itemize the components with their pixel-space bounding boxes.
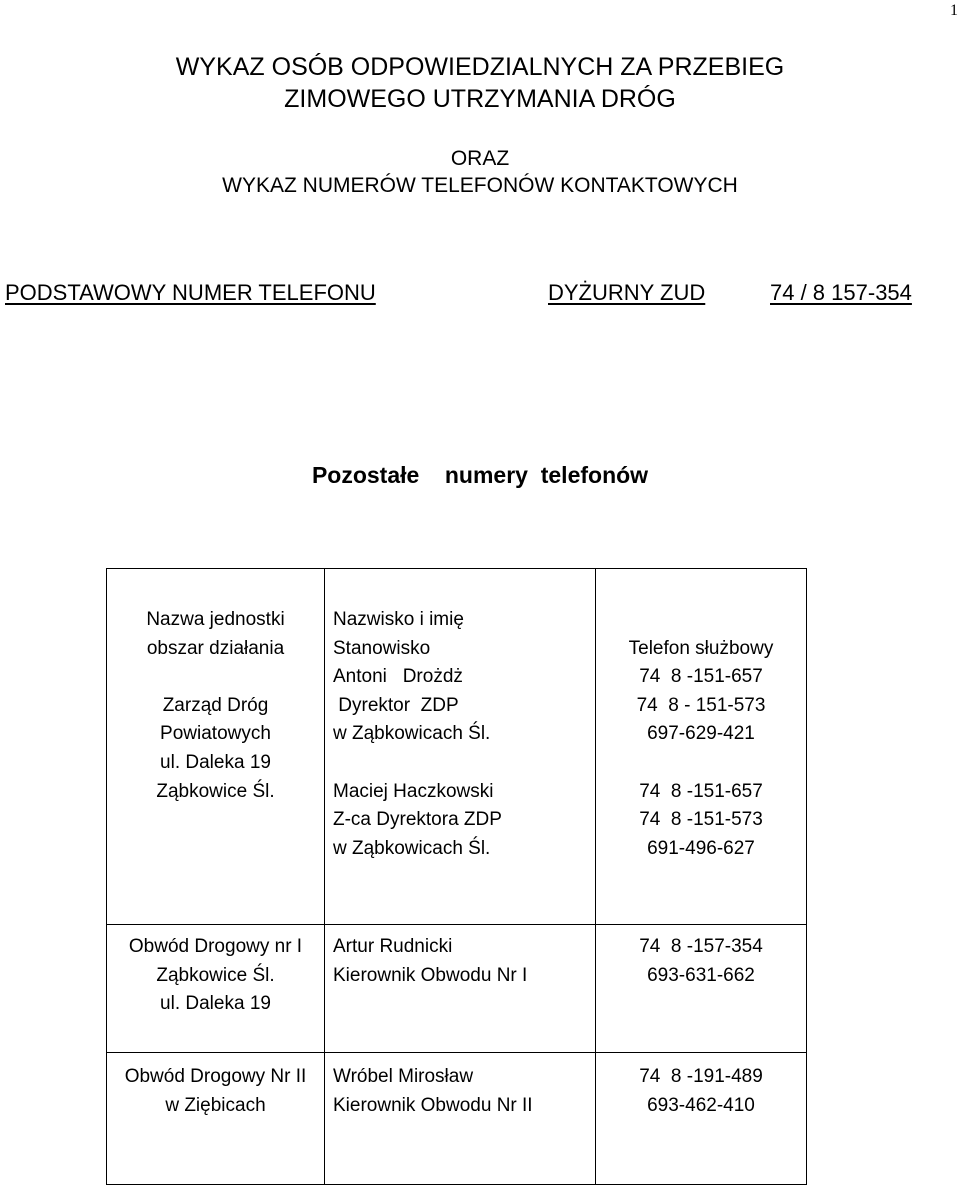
person-line: Maciej Haczkowski xyxy=(333,780,494,802)
phone-cell xyxy=(596,925,807,1053)
unit-line: ul. Daleka 19 xyxy=(160,751,271,773)
header-name-line: Nazwisko i imię xyxy=(333,609,464,630)
unit-line: Ząbkowice Śl. xyxy=(156,964,275,986)
unit-cell xyxy=(107,1053,325,1185)
unit-line: ul. Daleka 19 xyxy=(160,993,271,1015)
person-line: w Ząbkowicach Śl. xyxy=(333,723,491,745)
person-line: Wróbel Mirosław xyxy=(333,1066,474,1087)
unit-line: Obwód Drogowy Nr II xyxy=(124,1066,307,1087)
unit-line: w Ziębicach xyxy=(165,1094,266,1116)
primary-phone-label: PODSTAWOWY NUMER TELEFONU xyxy=(5,280,376,305)
unit-cell xyxy=(107,925,325,1053)
other-numbers-heading: Pozostałe numery telefonów xyxy=(311,462,649,488)
person-line: Antoni Drożdż xyxy=(333,666,463,688)
phone-line: 74 8 -151-657 xyxy=(639,666,763,688)
person-line: Kierownik Obwodu Nr II xyxy=(333,1094,533,1116)
phone-line: 693-462-410 xyxy=(647,1094,755,1116)
table-row xyxy=(107,1053,807,1185)
person-line: Dyrektor ZDP xyxy=(333,694,459,716)
phone-line: 74 8 -151-573 xyxy=(639,809,763,831)
person-cell xyxy=(325,569,596,925)
unit-line: Obwód Drogowy nr I xyxy=(128,936,303,957)
unit-line: Ząbkowice Śl. xyxy=(156,780,275,802)
unit-cell xyxy=(107,569,325,925)
phone-line: 74 8 - 151-573 xyxy=(636,694,766,716)
table-row xyxy=(107,925,807,1053)
duty-label: DYŻURNY ZUD xyxy=(548,280,706,305)
document-subtitle: WYKAZ NUMERÓW TELEFONÓW KONTAKTOWYCH xyxy=(222,174,738,197)
phone-line: 693-631-662 xyxy=(647,964,755,986)
phone-line: 74 8 -151-657 xyxy=(639,780,763,802)
contacts-table xyxy=(106,568,807,1185)
person-cell xyxy=(325,1053,596,1185)
phone-cell xyxy=(596,1053,807,1185)
phone-line: 691-496-627 xyxy=(647,837,755,859)
phone-line: 74 8 -191-489 xyxy=(639,1066,763,1087)
phone-line: 74 8 -157-354 xyxy=(639,936,763,957)
person-cell xyxy=(325,925,596,1053)
document-title-line2: ZIMOWEGO UTRZYMANIA DRÓG xyxy=(284,85,676,113)
person-line: Artur Rudnicki xyxy=(333,936,453,957)
header-phone-line: Telefon służbowy xyxy=(628,637,774,659)
table-row xyxy=(107,569,807,925)
person-line: Kierownik Obwodu Nr I xyxy=(333,964,528,986)
page-number: 1 xyxy=(950,2,958,19)
header-name-line: Stanowisko xyxy=(333,637,431,659)
document-title-line1: WYKAZ OSÓB ODPOWIEDZIALNYCH ZA PRZEBIEG xyxy=(175,53,785,81)
phone-line: 697-629-421 xyxy=(647,723,755,745)
header-unit-line: obszar działania xyxy=(146,637,285,659)
oraz-label: ORAZ xyxy=(450,147,510,170)
person-line: w Ząbkowicach Śl. xyxy=(333,837,491,859)
unit-line: Zarząd Dróg xyxy=(162,694,269,716)
unit-line: Powiatowych xyxy=(160,723,271,745)
person-line: Z-ca Dyrektora ZDP xyxy=(333,809,502,831)
header-unit-line: Nazwa jednostki xyxy=(146,609,285,630)
primary-phone-number: 74 / 8 157-354 xyxy=(770,280,912,305)
phone-cell xyxy=(596,569,807,925)
